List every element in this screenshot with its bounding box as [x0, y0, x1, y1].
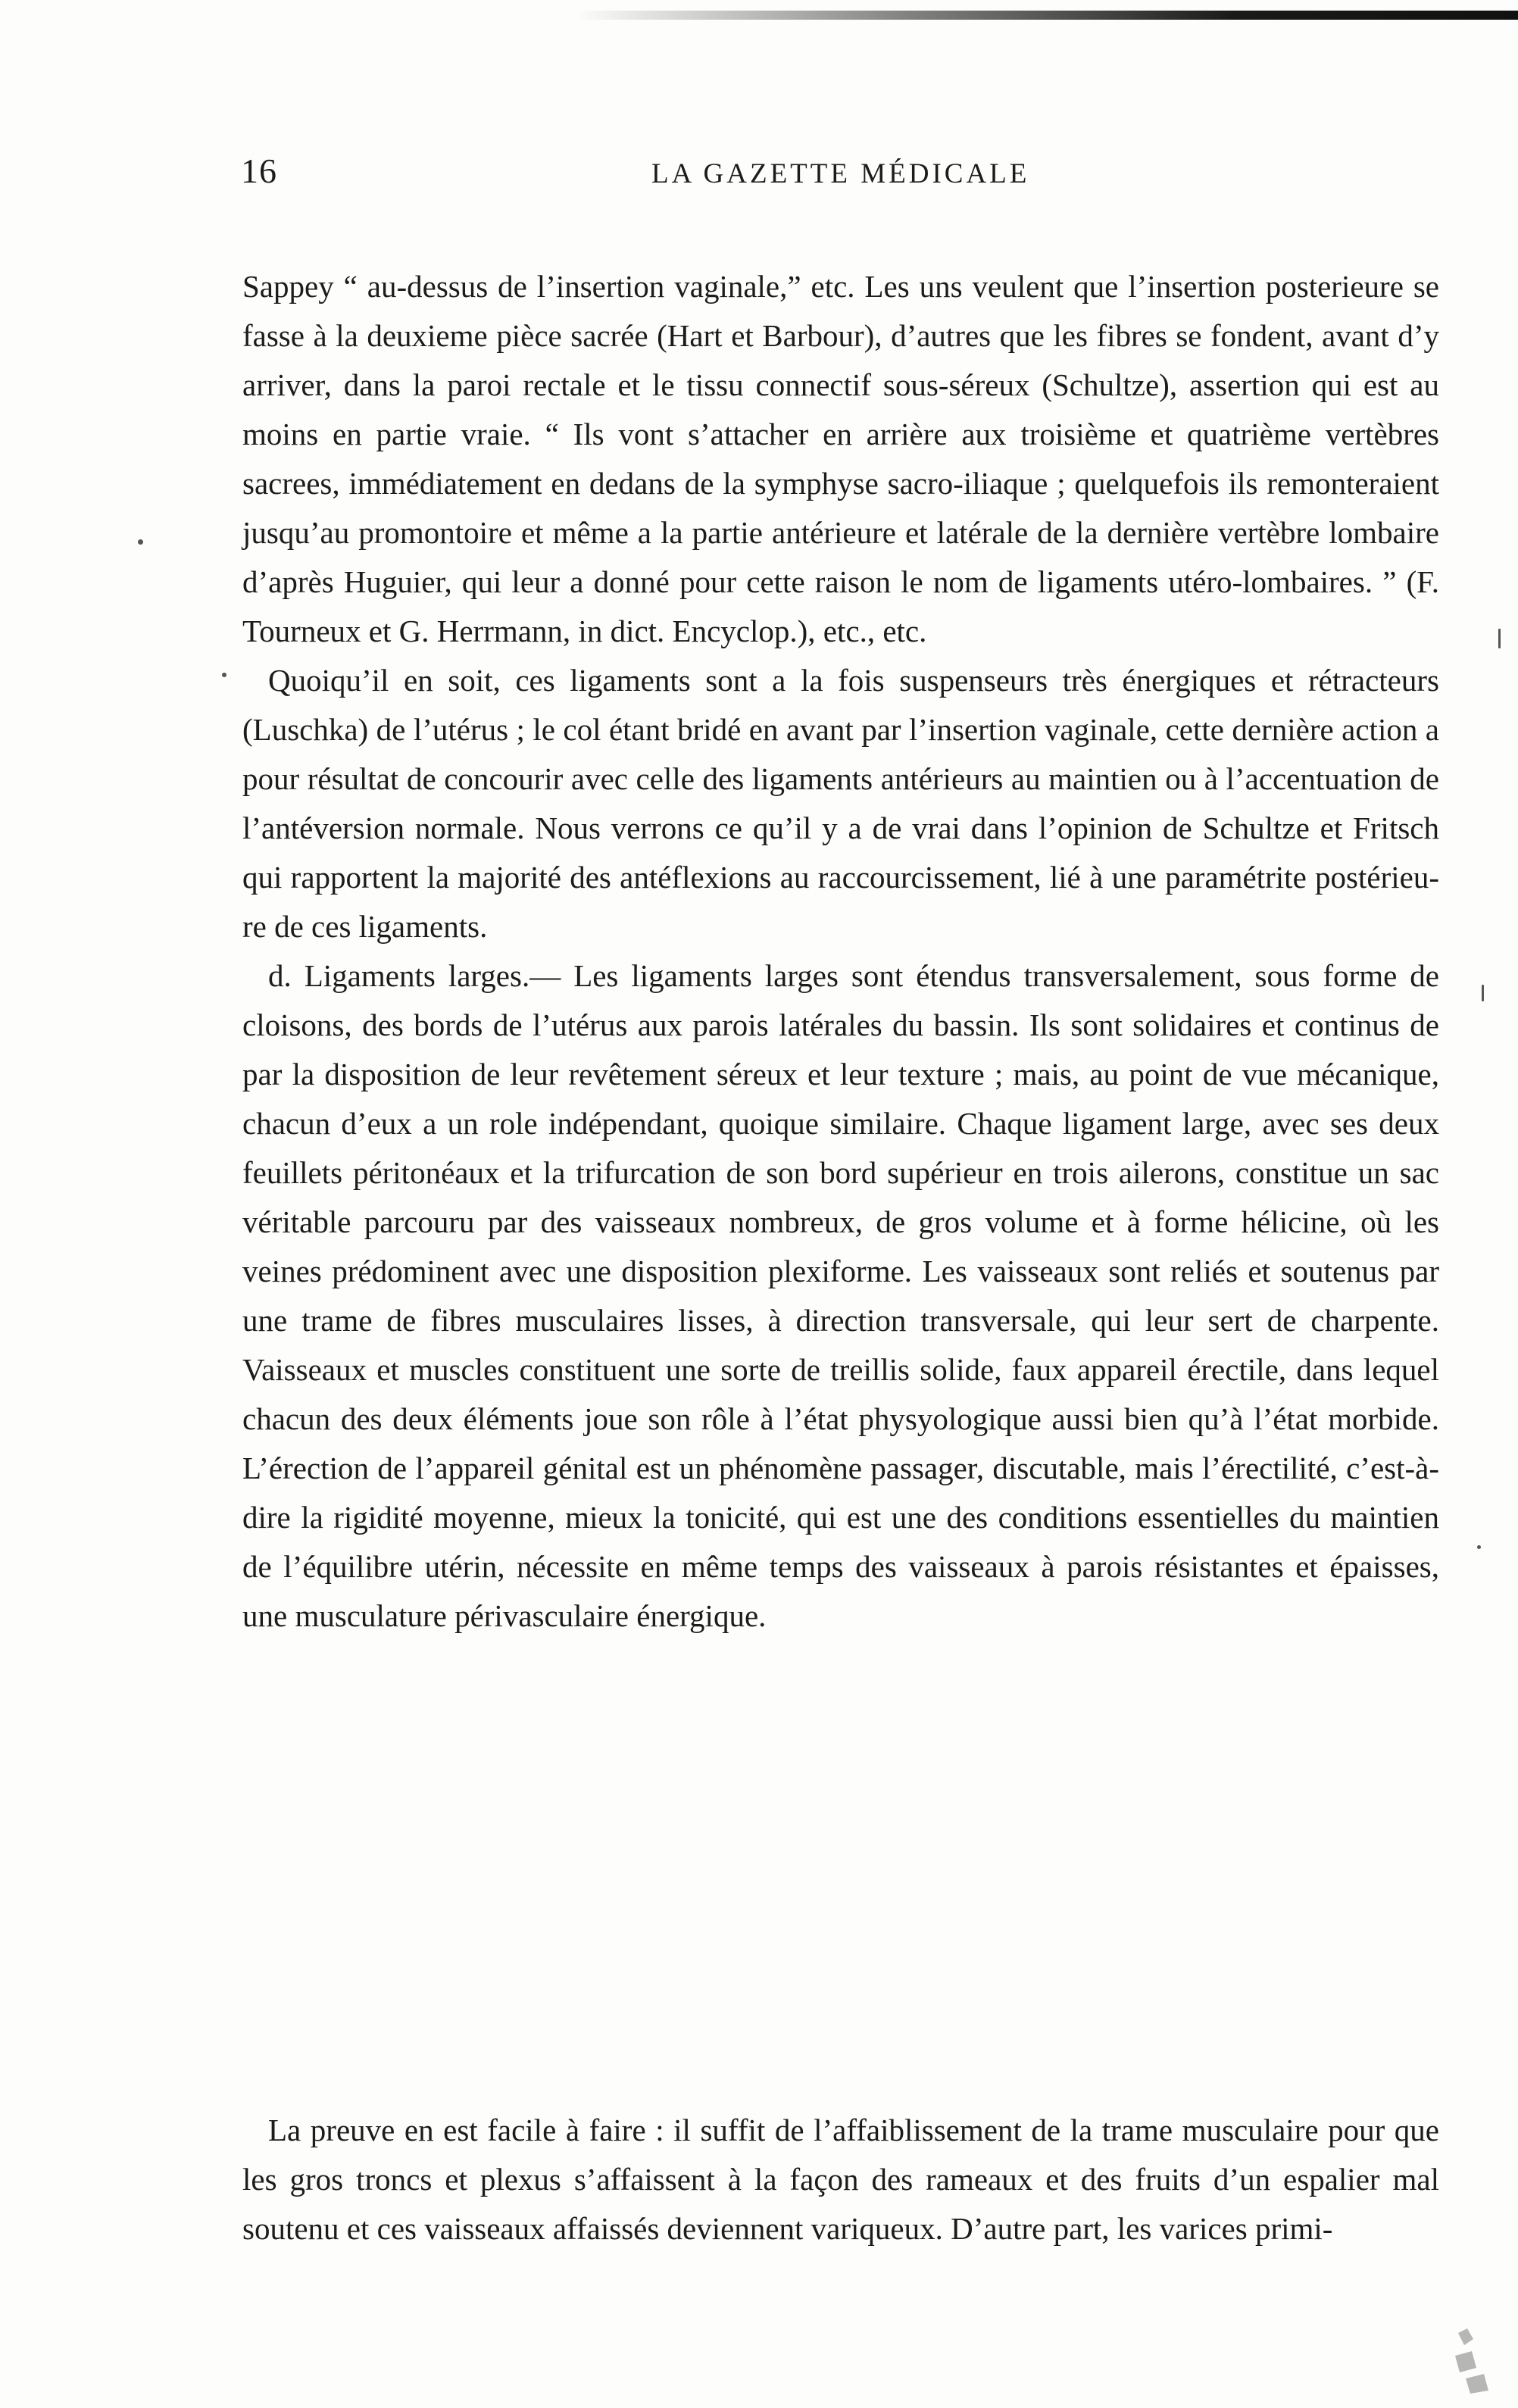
scan-edge-rule — [576, 11, 1518, 20]
margin-speck — [1482, 985, 1484, 1001]
body-text — [242, 262, 1439, 1641]
page-number: 16 — [241, 151, 277, 190]
margin-speck — [1498, 629, 1501, 648]
running-title: LA GAZETTE MÉDICALE — [651, 158, 1030, 189]
margin-speck — [1477, 1545, 1481, 1549]
paragraph-4: La preuve en est facile à faire : il suffit de l’affaiblissement de la trame musculaire pour que les gros troncs et plexus s’affaissent à la façon des rameaux et des fruits d’un espalier mal soutenu et ces vaisseaux affaissés deviennent variqueux. D’autre part, les varices primi- — [242, 2113, 1439, 2246]
paragraph-3-ligaments-larges: d. Ligaments larges.— Les ligaments larges sont étendus transversalement, sous forme de cloisons, des bords de l’utérus aux parois latérales du bassin. Ils sont solidaires et continus de par la disposition de leur revêtement séreux et leur texture ; mais, au point de vue mécanique, chacun d’eux a un role indépendant, quoique similaire. Chaque ligament large, avec ses deux feuillets péritonéaux et la trifurcation de son bord supérieur en trois ailerons, constitue un sac véritable parcouru par des vaisseaux nombreux, de gros volume et à forme hélicine, où les veines prédominent avec une disposition plexiforme. Les vaisseaux sont reliés et soutenus par une trame de fibres musculaires lisses, à direction transversale, qui leur sert de charpente. Vaisseaux et muscles constituent une sorte de treillis solide, faux appareil érectile, dans lequel chacun des deux éléments joue son rôle à l’état physyologique aussi bien qu’à l’état morbide. L’érection de l’appareil génital est un phénomène passager, discutable, mais l’érectilité, c’est-àdire la rigidité moyenne, mieux la tonicité, qui est une des conditions essentielles du maintien de l’équilibre utérin, nécessite en même temps des vaisseaux à parois résistantes et épaisses, une musculature périvasculaire énergique. — [242, 958, 1439, 1633]
body-text-continued — [242, 2106, 1439, 2253]
margin-speck — [222, 673, 226, 677]
paragraph-2: Quoiqu’il en soit, ces ligaments sont a la fois suspenseurs très énergiques et rétracteurs (Luschka) de l’utérus ; le col étant bridé en avant par l’insertion vaginale, cette dernière action a pour résultat de concourir avec celle des ligaments antérieurs au maintien ou à l’accentuation de l’antéversion normale. Nous verrons ce qu’il y a de vrai dans l’opinion de Schultze et Fritsch qui rapportent la majorité des antéflexions au raccourcissement, lié à une paramétrite postérieure de ces ligaments. — [242, 663, 1439, 944]
scan-smudge-icon — [1451, 2325, 1493, 2395]
corner-scan-mark — [1451, 2325, 1493, 2395]
margin-speck — [138, 539, 143, 545]
paragraph-1: Sappey “ au-dessus de l’insertion vaginale,” etc. Les uns veulent que l’insertion posterieure se fasse à la deuxieme pièce sacrée (Hart et Barbour), d’autres que les fibres se fondent, avant d’y arriver, dans la paroi rectale et le tissu connectif sous-séreux (Schultze), assertion qui est au moins en partie vraie. “ Ils vont s’attacher en arrière aux troisième et quatrième vertèbres sacrees, immédiatement en dedans de la symphyse sacro-iliaque ; quelquefois ils remonteraient jusqu’au promontoire et même a la partie antérieure et latérale de la dernière vertèbre lombaire d’après Huguier, qui leur a donné pour cette raison le nom de ligaments utéro-lombaires. ” (F. Tourneux et G. Herrmann, in dict. Encyclop.), etc., etc. — [242, 269, 1439, 648]
